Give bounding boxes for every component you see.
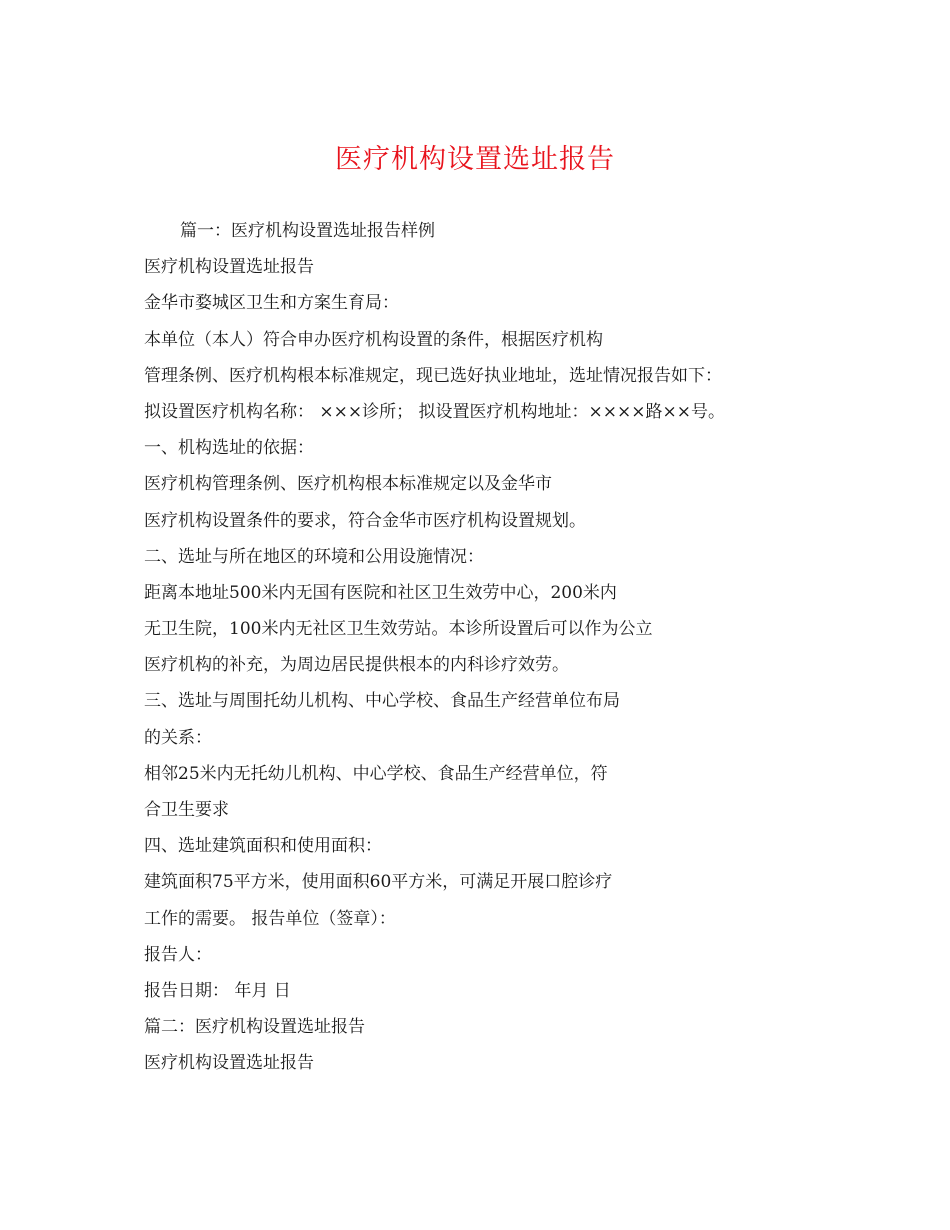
section-heading-surroundings: 三、选址与周围托幼儿机构、中心学校、食品生产经营单位布局 (144, 691, 620, 712)
section-heading-basis: 一、机构选址的依据： (144, 438, 314, 459)
section-heading-environment: 二、选址与所在地区的环境和公用设施情况： (144, 546, 484, 567)
section-heading-part-one: 篇一：医疗机构设置选址报告样例 (180, 221, 435, 241)
paragraph-line: 医疗机构设置条件的要求，符合金华市医疗机构设置规划。 (144, 510, 586, 531)
paragraph-line: 建筑面积75平方米，使用面积60平方米，可满足开展口腔诊疗 (144, 872, 613, 893)
report-title-line: 医疗机构设置选址报告 (144, 257, 314, 278)
paragraph-line: 医疗机构管理条例、医疗机构根本标准规定以及金华市 (144, 474, 552, 495)
section-heading-continued: 的关系： (144, 727, 212, 748)
section-heading-area: 四、选址建筑面积和使用面积： (144, 836, 382, 857)
paragraph-line: 合卫生要求 (144, 800, 229, 820)
institution-name-address-line: 拟设置医疗机构名称： ×××诊所； 拟设置医疗机构地址：××××路××号。 (144, 401, 726, 422)
paragraph-line: 相邻25米内无托幼儿机构、中心学校、食品生产经营单位，符 (144, 763, 608, 784)
document-body (144, 213, 844, 1082)
addressee-line: 金华市婺城区卫生和方案生育局： (144, 293, 399, 314)
report-title-line: 医疗机构设置选址报告 (144, 1053, 314, 1074)
paragraph-line: 距离本地址500米内无国有医院和社区卫生效劳中心，200米内 (144, 582, 617, 603)
paragraph-line: 本单位（本人）符合申办医疗机构设置的条件，根据医疗机构 (144, 329, 603, 350)
document-title: 医疗机构设置选址报告 (335, 144, 615, 175)
reporter-line: 报告人： (144, 944, 212, 965)
report-date-line: 报告日期： 年月 日 (144, 980, 291, 1001)
paragraph-line: 管理条例、医疗机构根本标准规定，现已选好执业地址，选址情况报告如下： (144, 365, 722, 386)
section-heading-part-two: 篇二：医疗机构设置选址报告 (144, 1017, 365, 1038)
signature-unit-line: 工作的需要。 报告单位（签章）： (144, 908, 396, 929)
paragraph-line: 医疗机构的补充，为周边居民提供根本的内科诊疗效劳。 (144, 655, 569, 676)
paragraph-line: 无卫生院，100米内无社区卫生效劳站。本诊所设置后可以作为公立 (144, 619, 653, 640)
